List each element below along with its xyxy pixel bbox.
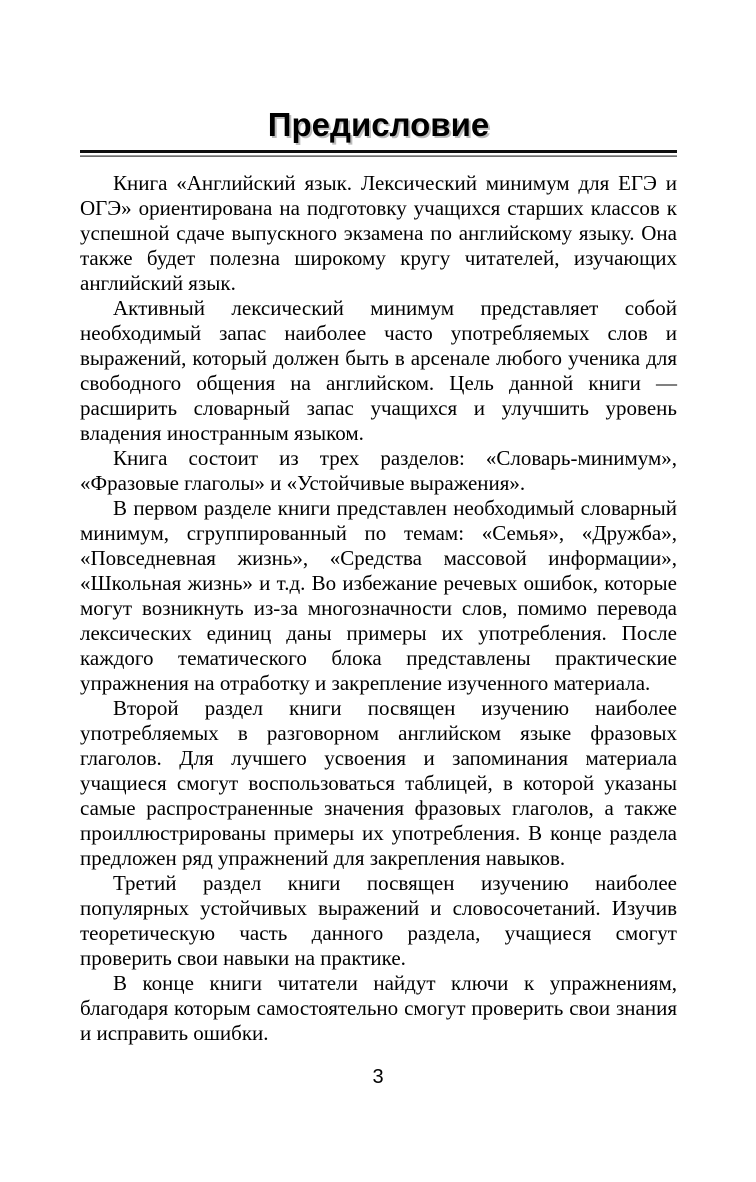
title-double-rule — [80, 150, 677, 157]
preface-text — [80, 171, 677, 1046]
page-content — [80, 104, 677, 1046]
paragraph: Активный лексический минимум представляет собой необходимый запас наиболее часто употребляемых слов и выражений, который должен быть в арсенале любого ученика для свободного общения на английском. Цель данной книги — расширить словарный запас учащихся и улучшить уровень владения иностранным языком. — [80, 296, 677, 445]
paragraph: В первом разделе книги представлен необходимый словарный минимум, сгруппированный по темам: «Семья», «Дружба», «Повседневная жизнь», «Средства массовой информации», «Школьная жизнь» и т.д. Во избежание речевых ошибок, которые могут возникнуть из-за многозначности слов, помимо перевода лексических единиц даны примеры их употребления. После каждого тематического блока представлены практические упражнения на отработку и закрепление изученного материала. — [80, 496, 677, 695]
rule-bottom-line — [80, 155, 677, 157]
page-title: Предисловие — [267, 106, 490, 143]
paragraph: Второй раздел книги посвящен изучению наиболее употребляемых в разговорном английском языке фразовых глаголов. Для лучшего усвоения и запоминания материала учащиеся смогут воспользоваться таблицей, в которой указаны самые распространенные значения фразовых глаголов, а также проиллюстрированы примеры их употребления. В конце раздела предложен ряд упражнений для закрепления навыков. — [80, 696, 677, 870]
paragraph: Третий раздел книги посвящен изучению наиболее популярных устойчивых выражений и словосочетаний. Изучив теоретическую часть данного раздела, учащиеся смогут проверить свои навыки на практике. — [80, 871, 677, 970]
paragraph: В конце книги читатели найдут ключи к упражнениям, благодаря которым самостоятельно смогут проверить свои знания и исправить ошибки. — [80, 971, 677, 1045]
paragraph: Книга «Английский язык. Лексический минимум для ЕГЭ и ОГЭ» ориентирована на подготовку учащихся старших классов к успешной сдаче выпускного экзамена по английскому языку. Она также будет полезна широкому кругу читателей, изучающих английский язык. — [80, 171, 677, 295]
paragraph: Книга состоит из трех разделов: «Словарь-минимум», «Фразовые глаголы» и «Устойчивые выражения». — [80, 446, 677, 495]
page-number: 3 — [372, 1066, 384, 1088]
